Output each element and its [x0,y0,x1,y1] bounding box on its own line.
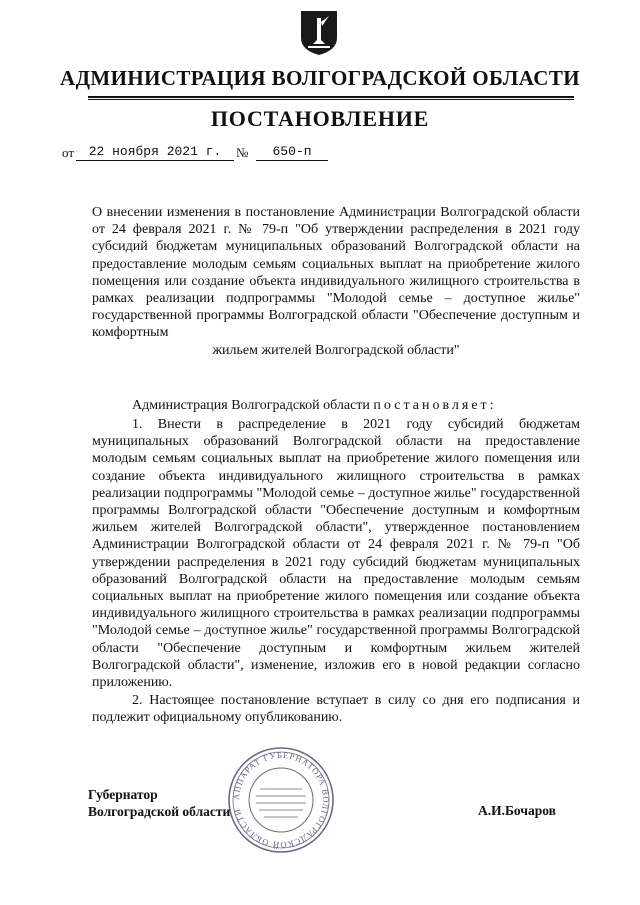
svg-text:АППАРАТ ГУБЕРНАТОРА ВОЛГОГРАДС: АППАРАТ ГУБЕРНАТОРА ВОЛГОГРАДСКОЙ ОБЛАСТИ [230,749,332,851]
document-date: 22 ноября 2021 г. [76,143,234,161]
official-seal [226,745,336,855]
paragraph-1: 1. Внести в распределение в 2021 году субсидий бюджетам муниципальных образований Волгоградской области на предоставление молодым семьям социальных выплат на приобретение жилого помещения или создание объекта индивидуального жилищного строительства в рамках реализации подпрограммы "Молодой семье – доступное жилье" государственной программы Волгоградской области "Обеспечение доступным и комфортным жильем жителей Волгоградской области", утвержденное постановлением Администрации Волгоградской области от 24 февраля 2021 г. № 79-п "Об утверждении распределения в 2021 году субсидий бюджетам муниципальных образований Волгоградской области на предоставление молодым семьям социальных выплат на приобретение жилого помещения или создание объекта индивидуального жилищного строительства в рамках реализации подпрограммы "Молодой семье – доступное жилье" государственной программы Волгоградской области "Обеспечение доступным и комфортным жильем жителей Волгоградской области", изменение, изложив его в новой редакции согласно приложению. [92,417,580,691]
signatory-title-line-1: Губернатор [88,787,158,802]
signatory-title-line-2: Волгоградской области [88,804,231,819]
intro-verb: постановляет: [373,398,497,413]
date-label: от [62,145,75,160]
document-type: ПОСТАНОВЛЕНИЕ [210,106,430,131]
header-divider [88,96,574,98]
intro-lead: Администрация Волгоградской области [132,398,370,413]
subject-tail: жильем жителей Волгоградской области" [212,342,460,358]
signatory-name: А.И.Бочаров [478,803,556,818]
subject-lead: О внесении изменения в постановление Администрации Волгоградской области от 24 февраля 2021 г. № 79-п "Об утверждении распределения в 2021 году субсидий бюджетам муниципальных образований Волгоградской области на предоставление молодым семьям социальных выплат на приобретение жилого помещения или создание объекта индивидуального жилищного строительства в рамках реализации подпрограммы "Молодой семье – доступное жилье" государственной программы Волгоградской области "Обеспечение доступным и комфортным [92,205,580,341]
signatory-title [88,786,230,820]
paragraph-2: 2. Настоящее постановление вступает в силу со дня его подписания и подлежит официальному опубликованию. [92,693,580,726]
document-number: 650-п [256,143,328,161]
organization-name: АДМИНИСТРАЦИЯ ВОЛГОГРАДСКОЙ ОБЛАСТИ [60,66,580,90]
resolution-intro [132,397,497,414]
document-subject [92,204,580,359]
number-label: № [236,145,249,160]
header-divider-thin [88,99,574,100]
coat-of-arms-icon [300,10,338,56]
